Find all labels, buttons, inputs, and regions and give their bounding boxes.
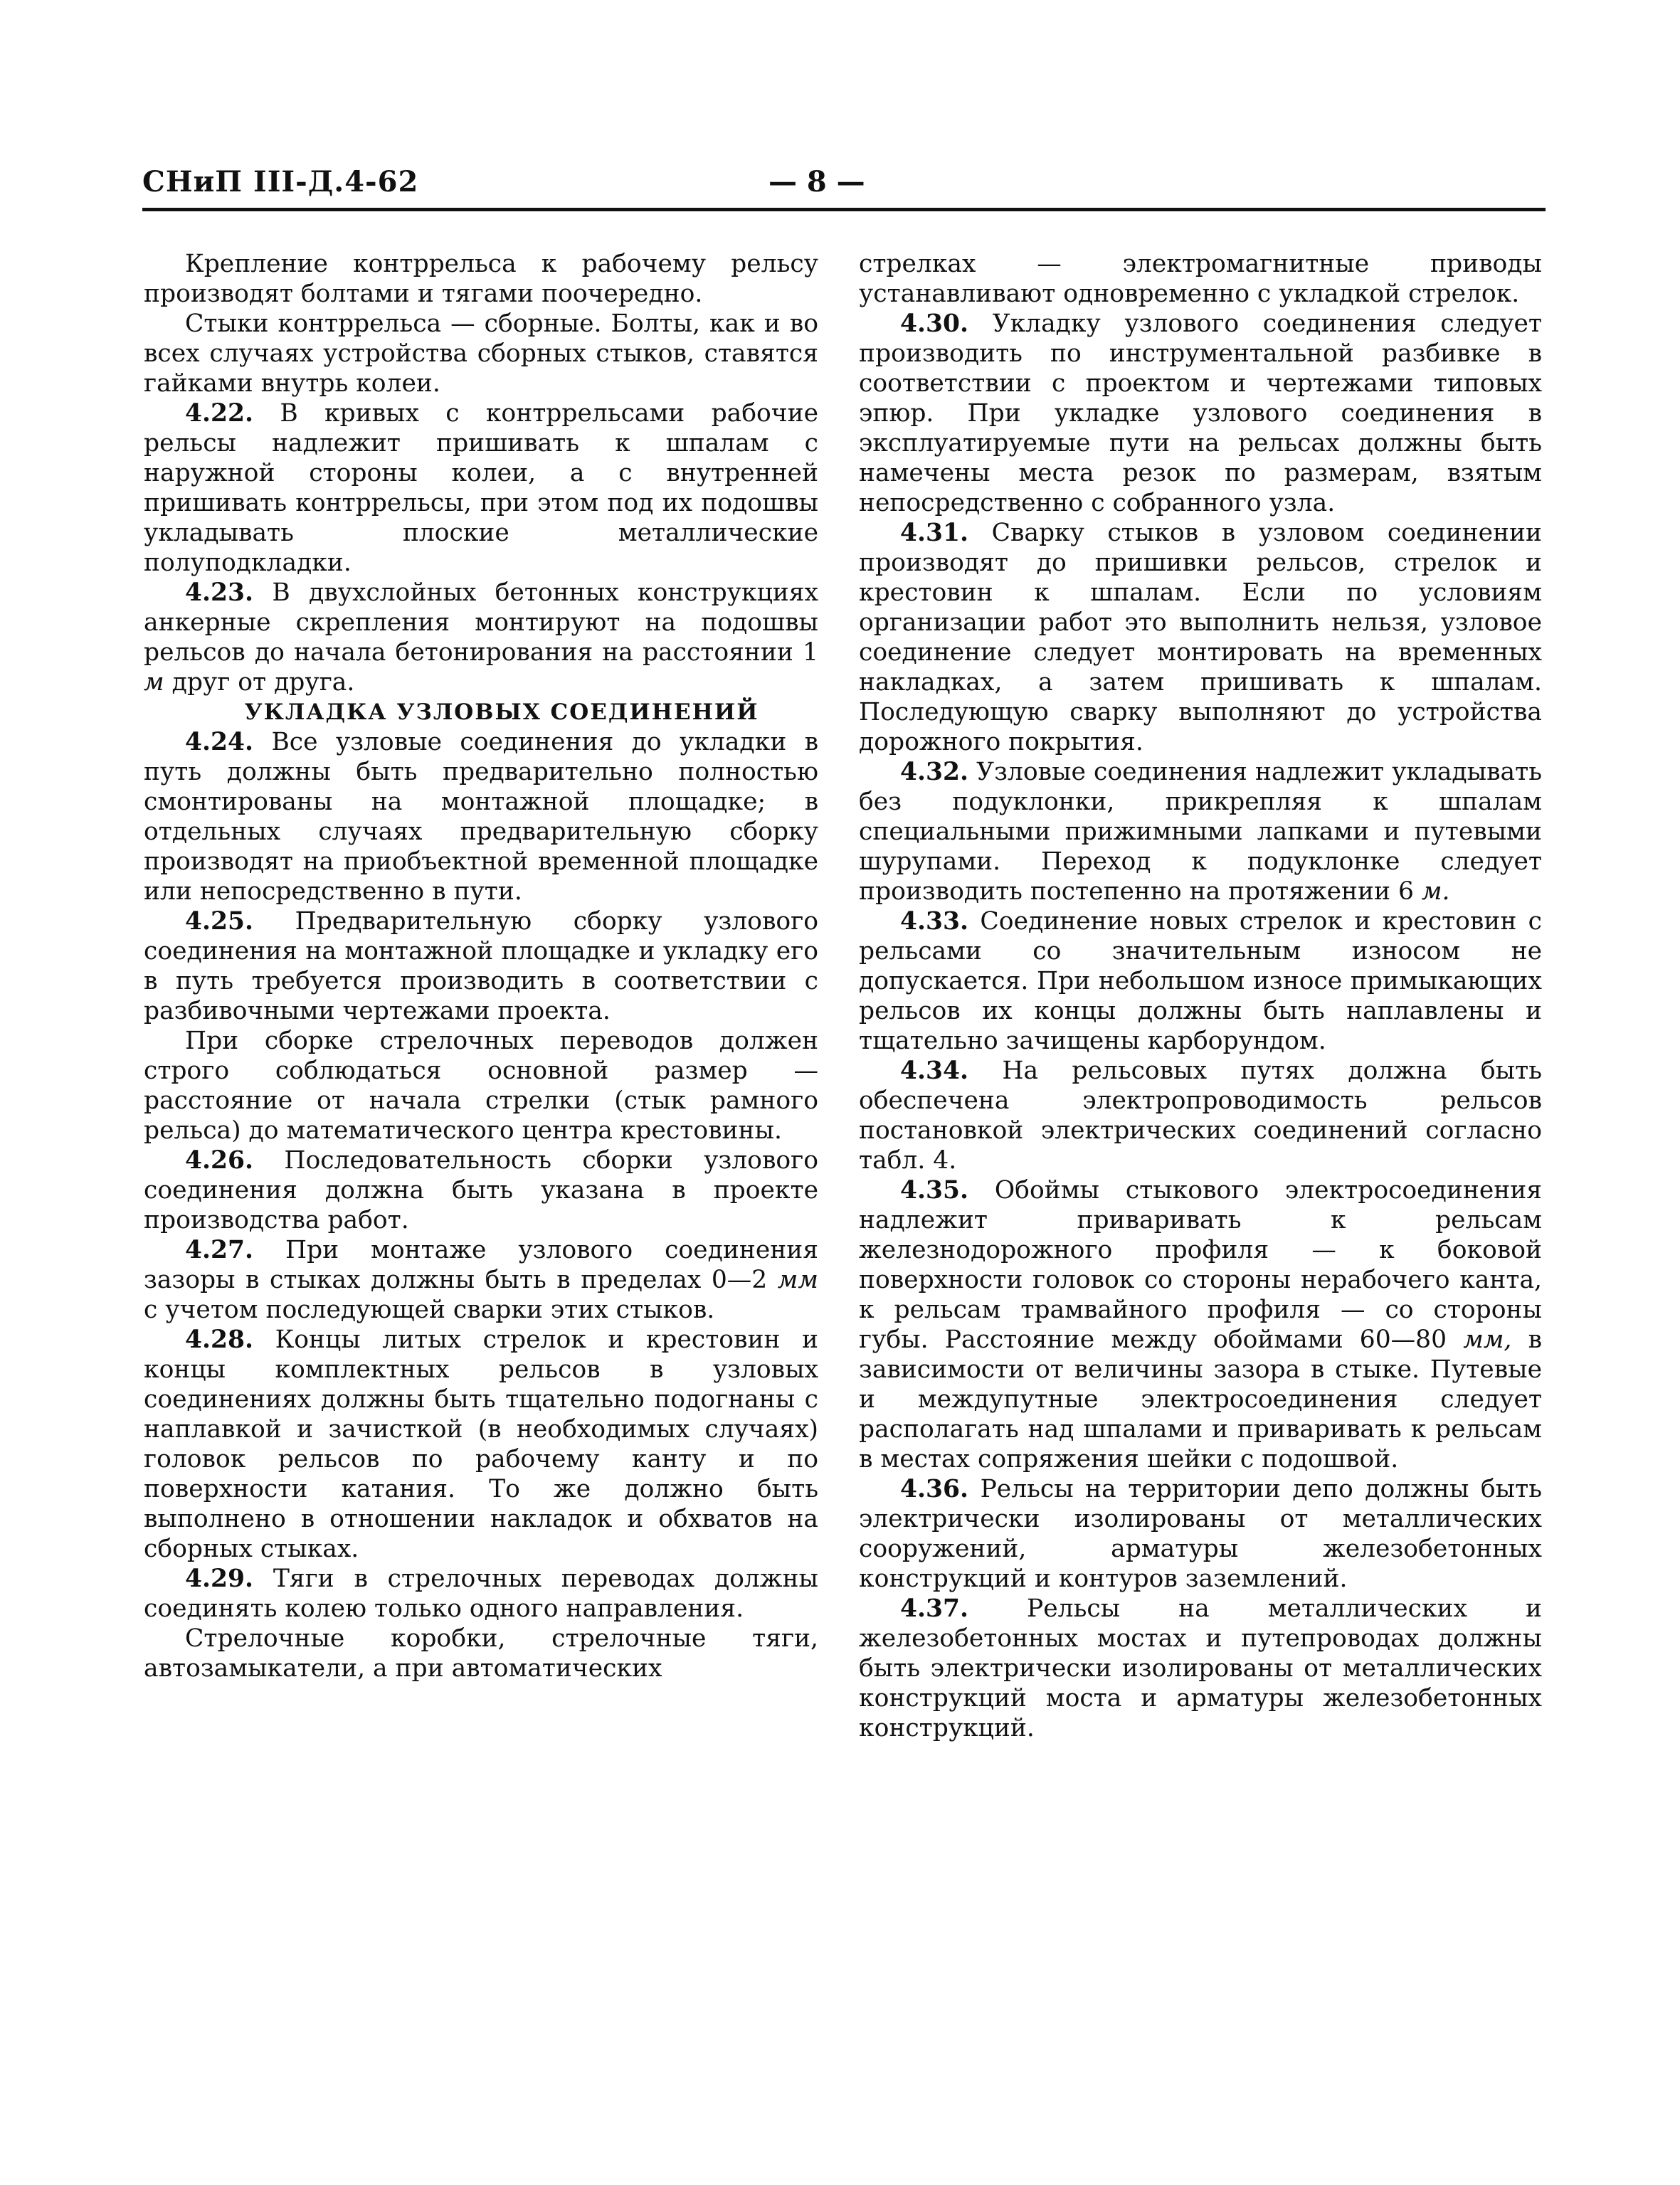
clause-4-26 [144,1146,818,1235]
clause-4-33 [859,906,1542,1056]
clause-4-36 [859,1474,1542,1594]
clause-text: В двухслойных бетонных конструкциях анкерные скрепления монтируют на подошвы рельсов до начала бетонирования на расстоянии 1 [144,578,818,667]
clause-4-27 [144,1235,818,1325]
clause-4-32 [859,757,1542,906]
clause-4-37 [859,1594,1542,1743]
clause-number: 4.29. [185,1565,254,1593]
clause-4-24 [144,727,818,906]
clause-number: 4.35. [900,1176,969,1205]
clause-number: 4.23. [185,578,254,607]
clause-number: 4.32. [900,758,969,786]
clause-number: 4.24. [185,728,254,756]
clause-number: 4.26. [185,1146,254,1175]
clause-number: 4.27. [185,1236,254,1264]
clause-4-29 [144,1564,818,1624]
clause-text-end: друг от друга. [171,668,355,697]
clause-text: В кривых с контррельсами рабочие рельсы надлежит пришивать к шпалам с наружной стороны колеи, а с внутренней пришивать контррельсы, при этом под их подошвы укладывать плоские металлические полуподкладки. [144,399,818,577]
clause-text: На рельсовых путях должна быть обеспечена электропроводимость рельсов постановкой электрических соединений согласно табл. 4. [859,1057,1543,1175]
clause-number: 4.30. [900,310,969,338]
clause-number: 4.28. [185,1326,254,1354]
clause-text: Последовательность сборки узлового соединения должна быть указана в проекте производства работ. [144,1146,818,1234]
page-number: — 8 — [768,165,865,199]
paragraph-continued: стрелках — электромагнитные приводы устанавливают одновременно с укладкой стрелок. [859,250,1542,308]
clause-number: 4.37. [900,1594,969,1623]
clause-text: При монтаже узлового соединения зазоры в стыках должны быть в пределах 0—2 [144,1236,818,1294]
clause-text: Узловые соединения надлежит укладывать без подуклонки, прикрепляя к шпалам специальными прижимными лапками и путевыми шурупами. Переход к подуклонке следует производить постепенно на протяжении 6 [859,758,1542,906]
section-heading: УКЛАДКА УЗЛОВЫХ СОЕДИНЕНИЙ [244,699,759,725]
clause-4-31 [859,518,1542,757]
page-header [142,165,1544,208]
paragraph-switch-assembly: При сборке стрелочных переводов должен строго соблюдаться основной размер — расстояние от начала стрелки (стык рамного рельса) до математического центра крестовины. [144,1027,818,1145]
clause-text: Предварительную сборку узлового соединения на монтажной площадке и укладку его в путь требуется производить в соответствии с разбивочными чертежами проекта. [144,907,818,1025]
clause-number: 4.36. [900,1475,969,1503]
paragraph-switch-boxes: Стрелочные коробки, стрелочные тяги, автозамыкатели, а при автоматических [144,1624,818,1683]
clause-number: 4.31. [900,519,969,547]
clause-text: Тяги в стрелочных переводах должны соединять колею только одного направления. [144,1565,818,1623]
unit: мм, [1463,1326,1512,1354]
clause-text: Укладку узлового соединения следует производить по инструментальной разбивке в соответствии с проектом и чертежами типовых эпюр. При укладке узлового соединения в эксплуатируемые пути на рельсах должны быть намечены места резок по размерам, взятым непосредственно с собранного узла. [859,310,1543,517]
clause-4-30 [859,309,1542,518]
clause-number: 4.22. [185,399,254,428]
clause-4-28 [144,1325,818,1564]
clause-text: Концы литых стрелок и крестовин и концы комплектных рельсов в узловых соединениях должны быть тщательно подогнаны с наплавкой и зачисткой (в необходимых случаях) головок рельсов по рабочему канту и по поверхности катания. То же должно быть выполнено в отношении накладок и обхватов на сборных стыках. [144,1326,818,1563]
clause-4-34 [859,1056,1542,1175]
clause-number: 4.34. [900,1057,969,1085]
clause-4-23 [144,578,818,697]
clause-4-35 [859,1175,1542,1474]
header-divider [142,208,1546,211]
right-column [859,249,1542,1743]
clause-text: Соединение новых стрелок и крестовин с рельсами со значительным износом не допускается. При небольшом износе примыкающих рельсов их концы должны быть наплавлены и тщательно зачищены карборундом. [859,907,1543,1055]
clause-text: Рельсы на территории депо должны быть электрически изолированы от металлических сооружений, арматуры железобетонных конструкций и контуров заземлений. [859,1475,1543,1593]
clause-number: 4.25. [185,907,254,936]
clause-text: Сварку стыков в узловом соединении производят до пришивки рельсов, стрелок и крестовин к шпалам. Если по условиям организации работ это выполнить нельзя, узловое соединение следует монтировать на временных накладках, а затем пришивать к шпалам. Последующую сварку выполняют до устройства дорожного покрытия. [859,519,1542,756]
clause-text: Рельсы на металлических и железобетонных мостах и путепроводах должны быть электрически изолированы от металлических конструкций моста и арматуры железобетонных конструкций. [859,1594,1542,1742]
unit: м [144,668,164,697]
unit: мм [777,1266,818,1294]
left-column [144,249,818,1683]
paragraph-counter-rail-fastening: Крепление контррельса к рабочему рельсу производят болтами и тягами поочередно. [144,250,818,308]
clause-4-25 [144,906,818,1026]
paragraph-counter-rail-joints: Стыки контррельса — сборные. Болты, как и во всех случаях устройства сборных стыков, ставятся гайками внутрь колеи. [144,310,818,398]
clause-number: 4.33. [900,907,969,936]
document-code: СНиП III-Д.4-62 [142,165,419,199]
clause-text: Все узловые соединения до укладки в путь должны быть предварительно полностью смонтированы на монтажной площадке; в отдельных случаях предварительную сборку производят на приобъектной временной площадке или непосредственно в пути. [144,728,819,906]
clause-text-end: с учетом последующей сварки этих стыков. [144,1296,715,1324]
unit: м. [1421,877,1450,906]
clause-text-end: в зависимости от величины зазора в стыке. Путевые и междупутные электросоединения следует располагать над шпалами и приваривать к рельсам в местах сопряжения шейки с подошвой. [859,1326,1543,1474]
clause-text: Обоймы стыкового электросоединения надлежит приваривать к рельсам железнодорожного профиля — к боковой поверхности головок со стороны нерабочего канта, к рельсам трамвайного профиля — со стороны губы. Расстояние между обоймами 60—80 [859,1176,1542,1354]
clause-4-22 [144,398,818,578]
